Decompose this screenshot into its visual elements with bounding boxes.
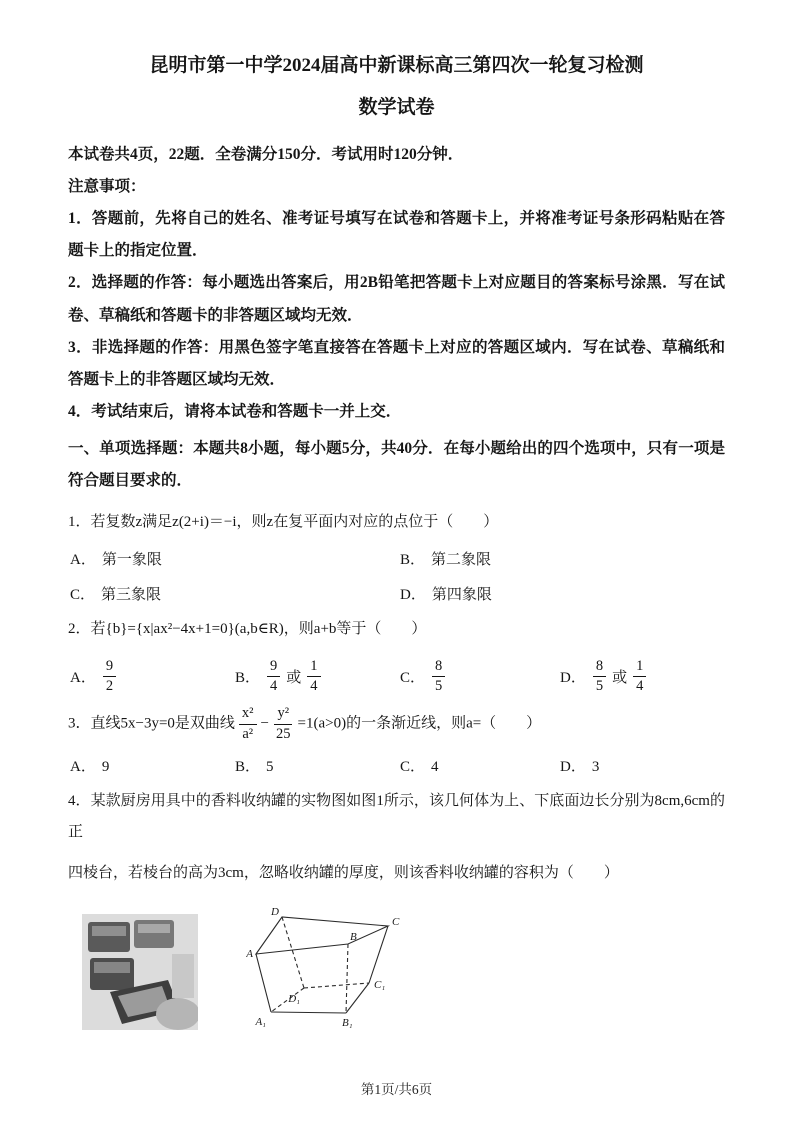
- or-conjunction: 或: [286, 669, 302, 686]
- fraction: [273, 705, 294, 743]
- question-3-stem: [68, 705, 725, 743]
- option-text: 第三象限: [101, 587, 162, 604]
- q2-option-b: [235, 658, 400, 696]
- fraction-denominator: 5: [595, 677, 604, 694]
- fraction-numerator: 1: [633, 658, 646, 677]
- option-label: D．: [560, 759, 586, 776]
- vertex-label-c: C: [392, 915, 400, 928]
- question-3: [68, 705, 725, 776]
- notice-item-3: 3．非选择题的作答：用黑色签字笔直接答在答题卡上对应的答题区域内．写在试卷、草稿纸和答题卡上的非答题区域均无效．: [68, 338, 725, 389]
- vertex-label-d1: D₁: [288, 992, 300, 1005]
- exam-summary: 本试卷共4页，22题．全卷满分150分．考试用时120分钟．: [68, 145, 464, 163]
- option-label: C．: [70, 587, 96, 604]
- vertex-label-a: A: [246, 947, 253, 960]
- option-text: 4: [431, 759, 439, 776]
- q3-option-a: [70, 755, 235, 776]
- option-text: 第一象限: [101, 552, 162, 569]
- question-3-options: [70, 755, 725, 776]
- fraction-numerator: y²: [274, 705, 292, 724]
- option-label: A．: [70, 552, 96, 569]
- option-text: 5: [266, 759, 274, 776]
- q2-option-d: [560, 658, 725, 696]
- q2-option-c: [400, 658, 560, 696]
- fraction: [103, 658, 116, 696]
- fraction: [307, 658, 320, 696]
- option-label: C．: [400, 759, 426, 776]
- question-4-stem-line2: 四棱台，若棱台的高为3cm，忽略收纳罐的厚度，则该香料收纳罐的容积为（ ）: [68, 865, 619, 882]
- fraction-denominator: 4: [270, 677, 278, 694]
- option-label: D．: [560, 669, 586, 686]
- fraction-numerator: 1: [307, 658, 320, 677]
- fraction-numerator: 9: [267, 658, 280, 677]
- option-label: A．: [70, 669, 96, 686]
- fraction-denominator: 4: [636, 677, 644, 694]
- q3-option-b: [235, 755, 400, 776]
- fraction: [432, 658, 445, 696]
- stem-text: =1(a>0)的一条渐近线，则a=（ ）: [297, 715, 542, 732]
- q3-option-c: [400, 755, 560, 776]
- notice-item-4: 4．考试结束后，请将本试卷和答题卡一并上交．: [68, 403, 402, 421]
- question-4: [68, 786, 725, 1030]
- q1-option-a: [70, 548, 400, 569]
- q1-option-d: [400, 583, 725, 604]
- option-text: 9: [101, 759, 110, 776]
- fraction-numerator: 8: [593, 658, 606, 677]
- exam-subtitle: 数学试卷: [358, 96, 435, 118]
- fraction-denominator: 5: [435, 677, 443, 694]
- option-text: 3: [591, 759, 600, 776]
- option-label: C．: [400, 669, 426, 686]
- vertex-label-d: D: [271, 905, 279, 918]
- fraction-denominator: 2: [105, 677, 114, 694]
- vertex-label-b1: B₁: [342, 1016, 353, 1029]
- exam-title: 昆明市第一中学2024届高中新课标高三第四次一轮复习检测: [149, 55, 644, 76]
- fraction-numerator: x²: [239, 705, 257, 724]
- question-4-figures: [82, 906, 725, 1030]
- option-label: B．: [235, 759, 261, 776]
- stem-text: 3．直线5x−3y=0是双曲线: [68, 715, 235, 732]
- option-label: B．: [235, 669, 261, 686]
- q3-option-d: [560, 755, 725, 776]
- notice-title: 注意事项：: [68, 177, 146, 195]
- q1-option-c: [70, 583, 400, 604]
- fraction: [267, 658, 280, 696]
- option-text: 第二象限: [431, 552, 492, 569]
- frustum-diagram: [246, 906, 414, 1030]
- notice-item-2: 2．选择题的作答：每小题选出答案后，用2B铅笔把答题卡上对应题目的答案标号涂黑．写在试卷、草稿纸和答题卡的非答题区域均无效．: [68, 274, 725, 324]
- fraction-denominator: 4: [310, 677, 318, 694]
- section1-heading: 一、单项选择题：本题共8小题，每小题5分，共40分．在每小题给出的四个选项中，只有一项是符合题目要求的．: [68, 439, 725, 489]
- question-2: [68, 614, 725, 695]
- fraction: [633, 658, 646, 696]
- question-1: [68, 507, 725, 604]
- q2-option-a: [70, 658, 235, 696]
- question-4-stem-line1: 4．某款厨房用具中的香料收纳罐的实物图如图1所示，该几何体为上、下底面边长分别为8cm,6cm的正: [68, 793, 725, 841]
- fraction: [239, 705, 257, 743]
- vertex-label-b: B: [350, 930, 357, 943]
- fraction-denominator: 25: [276, 725, 291, 742]
- question-1-stem: 1．若复数z满足z(2+i)＝−i，则z在复平面内对应的点位于（ ）: [68, 514, 499, 531]
- spice-jars-photo: [82, 914, 198, 1030]
- or-conjunction: 或: [612, 669, 628, 686]
- q1-option-b: [400, 548, 725, 569]
- fraction-numerator: 9: [103, 658, 116, 677]
- question-2-options: [70, 658, 725, 696]
- option-text: 第四象限: [431, 587, 492, 604]
- option-label: A．: [70, 759, 96, 776]
- vertex-label-c1: C₁: [374, 978, 386, 991]
- fraction-denominator: a²: [242, 725, 254, 742]
- fraction: [593, 658, 606, 696]
- notice-item-1: 1．答题前，先将自己的姓名、准考证号填写在试卷和答题卡上，并将准考证号条形码粘贴在答题卡上的指定位置．: [68, 210, 725, 260]
- option-label: B．: [400, 552, 426, 569]
- vertex-label-a1: A₁: [255, 1015, 266, 1028]
- minus-sign: −: [260, 715, 269, 732]
- question-2-stem: 2．若{b}={x|ax²−4x+1=0}(a,b∈R)，则a+b等于（ ）: [68, 621, 427, 638]
- fraction-numerator: 8: [432, 658, 445, 677]
- page-number: 第1页/共6页: [360, 1082, 433, 1097]
- question-1-options: [70, 548, 725, 604]
- option-label: D．: [400, 587, 426, 604]
